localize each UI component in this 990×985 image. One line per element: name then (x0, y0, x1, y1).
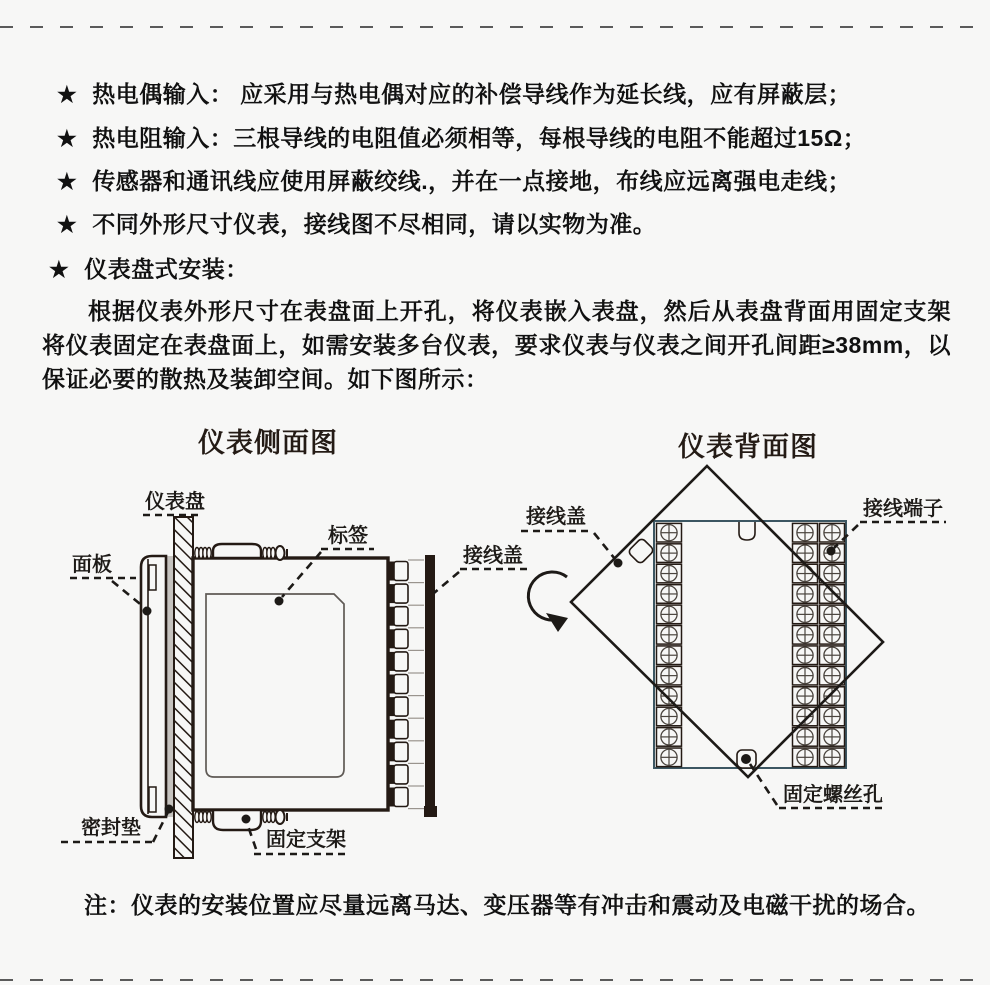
leader-dot (827, 547, 836, 556)
bullet-item (57, 163, 967, 196)
top-tab (739, 522, 755, 540)
label-gasket-text: 密封垫 (81, 817, 141, 839)
star-bullet-icon: ★ (49, 257, 70, 282)
screw-icon (741, 754, 751, 764)
label-wiring-cover (521, 504, 623, 568)
back-view-title: 仪表背面图 (678, 432, 818, 462)
bullet-item (57, 76, 967, 109)
label-panel (143, 489, 205, 515)
terminal-block-column (389, 560, 424, 809)
label-front-panel (70, 552, 152, 616)
rotation-arrow-icon (528, 572, 568, 632)
fixing-screw-hole (737, 750, 756, 768)
star-bullet-icon: ★ (57, 212, 78, 237)
screw-head-icon (276, 546, 285, 560)
page-bottom-dashed-divider (0, 979, 990, 981)
bottom-fixing-bracket (195, 810, 287, 830)
bullet-item (57, 206, 967, 239)
installation-note: 注：仪表的安装位置应尽量远离马达、变压器等有冲击和震动及电磁干扰的场合。 (84, 892, 930, 918)
bullet-text: 热电偶输入： 应采用与热电偶对应的补偿导线作为延长线，应有屏蔽层； (92, 81, 852, 107)
top-fixing-bracket (195, 544, 287, 560)
screw-head-icon (276, 810, 285, 824)
bullet-item (57, 120, 967, 153)
front-panel-bezel (141, 556, 166, 817)
star-bullet-icon: ★ (57, 126, 78, 151)
label-tag-text: 标签 (328, 525, 368, 547)
side-view-diagram (40, 460, 540, 880)
bullet-text: 不同外形尺寸仪表，接线图不尽相同，请以实物为准。 (92, 211, 657, 237)
leader-dot (165, 805, 174, 814)
label-screw-hole-text: 固定螺丝孔 (783, 784, 883, 806)
bullet-text: 传感器和通讯线应使用屏蔽绞线.，并在一点接地，布线应远离强电走线； (92, 168, 852, 194)
section-title: 仪表盘式安装： (84, 256, 249, 282)
instrument-body (193, 558, 388, 810)
star-bullet-icon: ★ (57, 169, 78, 194)
label-terminal-text: 接线端子 (863, 498, 943, 520)
page-top-dashed-divider (0, 26, 990, 28)
label-wiring-cover (434, 543, 528, 593)
section-heading (49, 251, 249, 284)
label-panel-text: 仪表盘 (145, 491, 205, 513)
section-paragraph: 根据仪表外形尺寸在表盘面上开孔，将仪表嵌入表盘，然后从表盘背面用固定支架将仪表固定在表盘面上，如需安装多台仪表，要求仪表与仪表之间开孔间距≥38mm，以保证必要的散热及装卸空间。如下图所示： (42, 298, 951, 392)
star-bullet-icon: ★ (57, 82, 78, 107)
side-view-title: 仪表侧面图 (198, 428, 338, 458)
back-view-diagram (520, 455, 990, 820)
label-bracket-text: 固定支架 (266, 829, 346, 851)
wiring-cover-bar (424, 555, 437, 817)
label-front-text: 面板 (72, 554, 112, 576)
leader-dot (242, 815, 251, 824)
leader-dot (614, 559, 623, 568)
bullet-text: 热电阻输入：三根导线的电阻值必须相等，每根导线的电阻不能超过15Ω； (92, 125, 867, 151)
label-cover-text: 接线盖 (526, 506, 586, 528)
leader-dot (275, 597, 284, 606)
leader-dot (143, 607, 152, 616)
instrument-panel-wall (174, 517, 193, 858)
label-screw-hole (750, 764, 884, 808)
label-cover-text: 接线盖 (463, 545, 523, 567)
